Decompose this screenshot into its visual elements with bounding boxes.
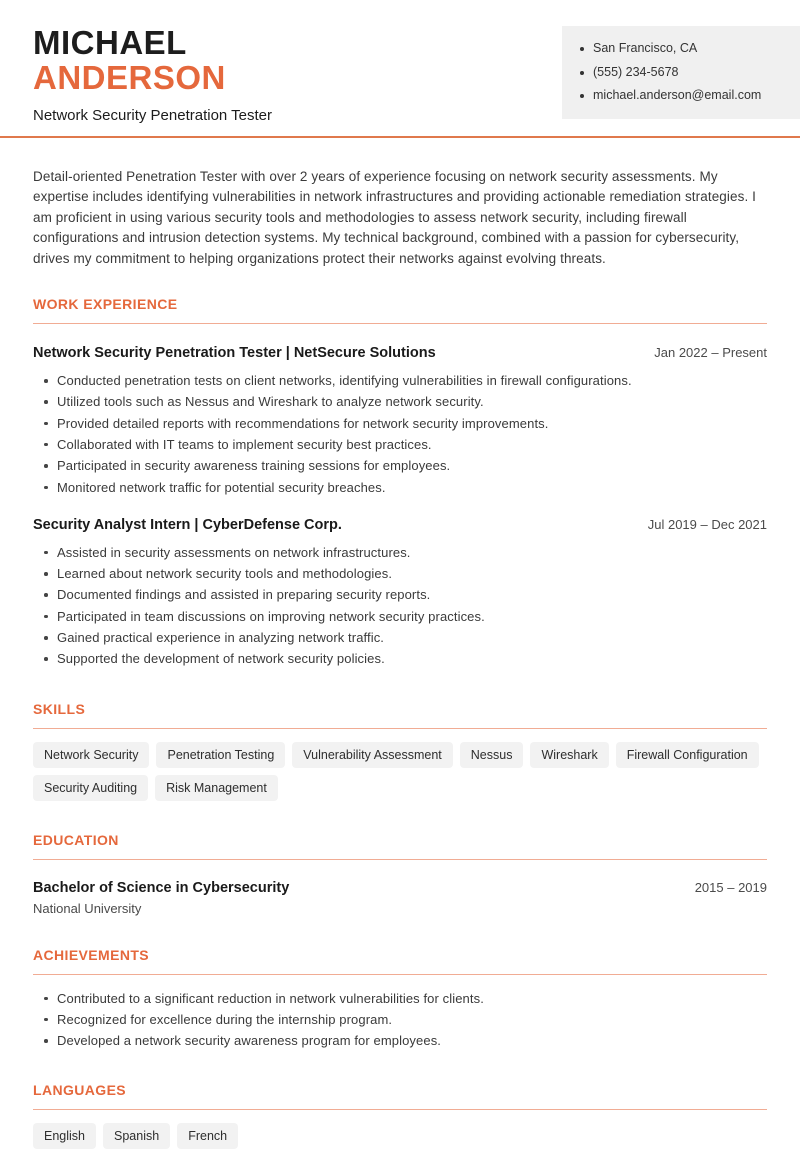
- skill-chip: Network Security: [33, 742, 149, 768]
- skill-chip: Firewall Configuration: [616, 742, 759, 768]
- job-bullet: Participated in security awareness training sessions for employees.: [44, 455, 767, 476]
- achievement-bullet: Recognized for excellence during the internship program.: [44, 1009, 767, 1030]
- resume-header: [0, 0, 800, 136]
- education-degree: Bachelor of Science in Cybersecurity: [33, 879, 290, 896]
- language-chip: Spanish: [103, 1123, 170, 1149]
- achievements-heading: ACHIEVEMENTS: [33, 947, 767, 975]
- last-name: ANDERSON: [33, 59, 226, 96]
- education-dates: 2015 – 2019: [694, 879, 767, 895]
- job-bullet: Documented findings and assisted in preparing security reports.: [44, 584, 767, 605]
- job-bullet: Conducted penetration tests on client networks, identifying vulnerabilities in firewall configurations.: [44, 370, 767, 391]
- skill-chip: Nessus: [460, 742, 524, 768]
- contact-phone: (555) 234-5678: [580, 61, 786, 85]
- job-bullet: Assisted in security assessments on network infrastructures.: [44, 542, 767, 563]
- languages-heading: LANGUAGES: [33, 1082, 767, 1110]
- job-heading: Security Analyst Intern | CyberDefense Corp.: [33, 516, 342, 533]
- job-bullet: Gained practical experience in analyzing network traffic.: [44, 627, 767, 648]
- resume-content: [0, 167, 800, 1149]
- skill-chip: Wireshark: [530, 742, 608, 768]
- languages-chip-list: [33, 1123, 767, 1149]
- skill-chip: Risk Management: [155, 775, 278, 801]
- job-heading: Network Security Penetration Tester | NetSecure Solutions: [33, 345, 436, 362]
- work-experience-heading: WORK EXPERIENCE: [33, 296, 767, 324]
- job-bullet: Participated in team discussions on improving network security practices.: [44, 606, 767, 627]
- section-work-experience: [33, 296, 767, 670]
- skill-chip: Penetration Testing: [156, 742, 285, 768]
- education-heading: EDUCATION: [33, 832, 767, 860]
- headline-job-title: Network Security Penetration Tester: [33, 107, 272, 124]
- achievement-bullet: Developed a network security awareness program for employees.: [44, 1030, 767, 1051]
- contact-location: San Francisco, CA: [580, 37, 786, 61]
- job-bullet: Utilized tools such as Nessus and Wireshark to analyze network security.: [44, 391, 767, 412]
- job-entry: [33, 517, 767, 670]
- job-bullet: Learned about network security tools and methodologies.: [44, 563, 767, 584]
- education-school: National University: [33, 900, 142, 916]
- skill-chip: Security Auditing: [33, 775, 148, 801]
- job-entry-head: [33, 517, 767, 533]
- contact-email: michael.anderson@email.com: [580, 84, 786, 108]
- education-entry-head: [33, 880, 767, 896]
- job-bullet-list: [33, 370, 767, 498]
- job-entry: [33, 345, 767, 498]
- section-languages: [33, 1082, 767, 1149]
- language-chip: English: [33, 1123, 96, 1149]
- skills-heading: SKILLS: [33, 701, 767, 729]
- job-bullet: Monitored network traffic for potential security breaches.: [44, 477, 767, 498]
- name-block: [33, 25, 272, 124]
- skills-chip-list: [33, 742, 767, 801]
- job-bullet-list: [33, 542, 767, 670]
- education-entry: [33, 880, 767, 916]
- contact-list: [580, 37, 786, 108]
- achievement-bullet: Contributed to a significant reduction in network vulnerabilities for clients.: [44, 988, 767, 1009]
- job-bullet: Collaborated with IT teams to implement security best practices.: [44, 434, 767, 455]
- summary-paragraph: Detail-oriented Penetration Tester with over 2 years of experience focusing on network security assessments. My expertise includes identifying vulnerabilities in network infrastructures and providing actionable remediation strategies. I am proficient in using various security tools and methodologies to assess network security, including firewall configurations and intrusion detection systems. My technical background, combined with a passion for cybersecurity, drives my commitment to helping organizations protect their networks against evolving threats.: [33, 169, 757, 266]
- first-name: MICHAEL: [33, 24, 187, 61]
- section-education: [33, 832, 767, 916]
- contact-box: [562, 26, 800, 119]
- section-achievements: [33, 947, 767, 1052]
- job-entry-head: [33, 345, 767, 361]
- section-skills: [33, 701, 767, 801]
- job-dates: Jul 2019 – Dec 2021: [647, 516, 767, 532]
- achievements-list: [33, 988, 767, 1052]
- job-bullet: Provided detailed reports with recommendations for network security improvements.: [44, 413, 767, 434]
- language-chip: French: [177, 1123, 238, 1149]
- job-bullet: Supported the development of network security policies.: [44, 648, 767, 669]
- job-dates: Jan 2022 – Present: [654, 345, 767, 361]
- header-divider: [0, 136, 800, 138]
- skill-chip: Vulnerability Assessment: [292, 742, 453, 768]
